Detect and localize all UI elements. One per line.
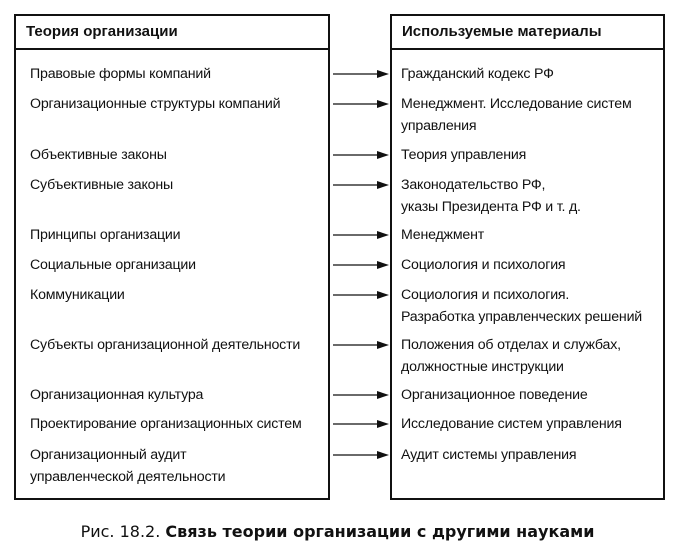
- arrow-head: [377, 291, 389, 299]
- connector-arrow: [333, 99, 389, 109]
- material-item-line: Менеджмент: [401, 227, 485, 243]
- material-item: [401, 284, 642, 328]
- material-item: [401, 63, 554, 85]
- material-item-line: Законодательство РФ,: [401, 177, 546, 193]
- theory-item-line: Правовые формы компаний: [30, 66, 211, 82]
- arrow-head: [377, 100, 389, 108]
- connector-arrow: [333, 69, 389, 79]
- material-item-line: Положения об отделах и службах,: [401, 337, 621, 353]
- material-item-line: должностные инструкции: [401, 359, 564, 375]
- connector-arrow: [333, 450, 389, 460]
- material-item: [401, 413, 622, 435]
- arrow-head: [377, 231, 389, 239]
- material-item-line: Организационное поведение: [401, 387, 588, 403]
- theory-item-line: Субъекты организационной деятельности: [30, 337, 301, 353]
- arrow-head: [377, 451, 389, 459]
- material-item: [401, 444, 576, 466]
- material-item-line: Разработка управленческих решений: [401, 309, 643, 325]
- arrow-head: [377, 181, 389, 189]
- theory-item: [30, 334, 300, 356]
- material-item-line: указы Президента РФ и т. д.: [401, 199, 581, 215]
- material-item-line: Аудит системы управления: [401, 447, 577, 463]
- material-item-line: Теория управления: [401, 147, 527, 163]
- theory-item: [30, 284, 125, 306]
- connector-arrow: [333, 340, 389, 350]
- material-item-line: управления: [401, 118, 477, 134]
- theory-item-line: управленческой деятельности: [30, 469, 226, 485]
- theory-item: [30, 254, 196, 276]
- theory-item: [30, 144, 167, 166]
- theory-item: [30, 93, 280, 115]
- caption-prefix: Рис. 18.2.: [80, 522, 166, 541]
- caption-title: Связь теории организации с другими науками: [165, 522, 595, 541]
- theory-item-line: Организационная культура: [30, 387, 204, 403]
- arrow-head: [377, 341, 389, 349]
- theory-item: [30, 413, 302, 435]
- connector-arrow: [333, 290, 389, 300]
- theory-item-line: Социальные организации: [30, 257, 196, 273]
- connector-arrow: [333, 390, 389, 400]
- material-item: [401, 174, 581, 218]
- connector-arrow: [333, 150, 389, 160]
- connector-arrow: [333, 180, 389, 190]
- material-item-line: Менеджмент. Исследование систем: [401, 96, 632, 112]
- theory-item-line: Объективные законы: [30, 147, 167, 163]
- figure-caption: [0, 522, 675, 541]
- theory-item: [30, 174, 173, 196]
- material-item-line: Социология и психология.: [401, 287, 570, 303]
- arrow-head: [377, 70, 389, 78]
- connector-arrow: [333, 260, 389, 270]
- material-item: [401, 224, 484, 246]
- arrow-head: [377, 420, 389, 428]
- material-item: [401, 93, 632, 137]
- materials-box-header: Используемые материалы: [392, 16, 663, 50]
- theory-item: [30, 444, 225, 488]
- theory-item: [30, 384, 203, 406]
- connector-arrow: [333, 419, 389, 429]
- theory-item-line: Организационные структуры компаний: [30, 96, 281, 112]
- material-item: [401, 254, 565, 276]
- arrow-head: [377, 151, 389, 159]
- theory-item-line: Коммуникации: [30, 287, 125, 303]
- theory-item-line: Субъективные законы: [30, 177, 173, 193]
- material-item: [401, 144, 526, 166]
- material-item: [401, 384, 588, 406]
- material-item-line: Исследование систем управления: [401, 416, 622, 432]
- arrow-head: [377, 391, 389, 399]
- theory-item: [30, 63, 211, 85]
- theory-item-line: Организационный аудит: [30, 447, 187, 463]
- material-item-line: Социология и психология: [401, 257, 566, 273]
- theory-item-line: Проектирование организационных систем: [30, 416, 302, 432]
- material-item: [401, 334, 621, 378]
- arrow-head: [377, 261, 389, 269]
- theory-box-header: Теория организации: [16, 16, 328, 50]
- theory-item-line: Принципы организации: [30, 227, 181, 243]
- theory-item: [30, 224, 180, 246]
- material-item-line: Гражданский кодекс РФ: [401, 66, 554, 82]
- connector-arrow: [333, 230, 389, 240]
